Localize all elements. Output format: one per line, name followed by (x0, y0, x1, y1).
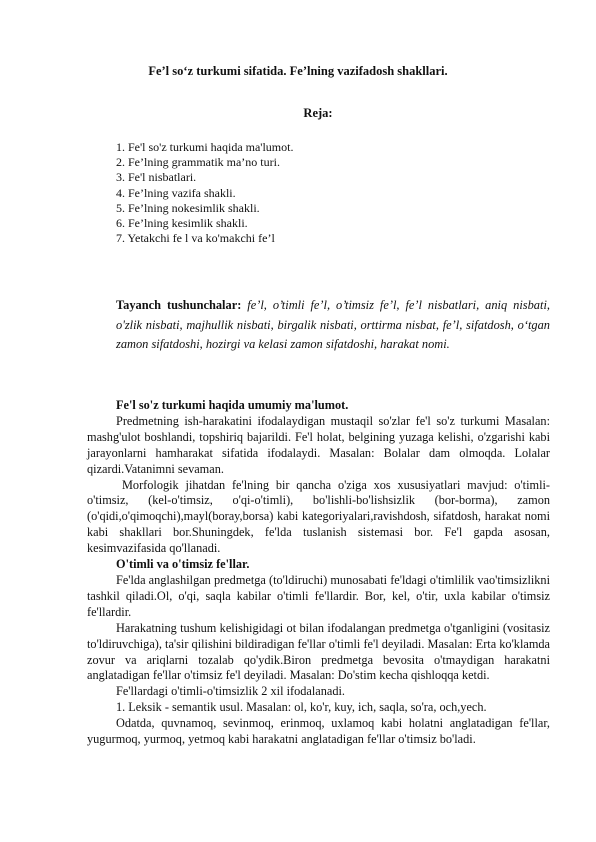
section-heading: Fe'l so'z turkumi haqida umumiy ma'lumot. (116, 398, 349, 412)
paragraph: Fe'lda anglashilgan predmetga (to'ldiruchi) munosabati fe'ldagi o'timlilik vao'timsizlikni tashkil qiladi.Ol, o'qi, saqla kabilar o'timli fe'llardir. Bor, kel, o'tir, uxla kabilar o'timsiz fe'llardir. (87, 572, 550, 619)
paragraph: Morfologik jihatdan fe'lning bir qancha o'ziga xos xususiyatlari mavjud: o'timli-o'timsiz, (kel-o'timsiz, o'qi-o'timli), bo'lishli-bo'lishsizlik (bor-borma), zamon (o'qidi,o'qimoqchi),mayl(boray,borsa) kabi kategoriyalari,ravishdosh, sifatdosh, harakat nomi kabi shakllari bor.Shuningdek, fe'lda tuslanish sistemasi bor. Fe'l gapda asosan, kesimvazifasida qo'llanadi. (87, 477, 550, 556)
paragraph: Harakatning tushum kelishigidagi ot bilan ifodalangan predmetga o'tganligini (vositasiz to'ldiruvchiga), ta'sir qilishini bildiradigan fe'llar o'timli fe'l deyiladi. Masalan: Erta ko'klamda zovur va ariqlarni tozalab qo'ydik.Biron predmetga bevosita o'tmaydigan harakatni anglatadigan fe'llar o'timsiz fe'l deyiladi. Masalan: Do'stim kecha qishloqqa ketdi. (87, 620, 550, 683)
plan-item: 5. Fe’lning nokesimlik shakli. (116, 200, 260, 215)
paragraph: Fe'llardagi o'timli-o'timsizlik 2 xil ifodalanadi. (116, 684, 345, 699)
plan-item: 6. Fe’lning kesimlik shakli. (116, 216, 248, 231)
plan-item: 7. Yetakchi fe l va ko'makchi fe’l (116, 231, 275, 246)
paragraph: Predmetning ish-harakatini ifodalaydigan mustaqil so'zlar fe'l so'z turkumi Masalan: mashg'ulot boshlandi, topshiriq bajarildi. Fe'l holat, belgining yuzaga kelishi, o'zgarishi kabi jarayonlarni hamharakat sifatida ifodalaydi. Masalan: Bolalar dam olmoqda. Lolalar qizardi.Vatanimni sevaman. (87, 413, 550, 476)
key-concepts-text: fe’l, o’timli fe’l, o’timsiz fe’l, fe’l nisbatlari, aniq nisbati, o'zlik nisbati, majhullik nisbati, birgalik nisbati, orttirma nisbat, fe’l, sifatdosh, o‘tgan zamon sifatdoshi, hozirgi va kelasi zamon sifatdoshi, harakat nomi. (116, 298, 550, 351)
document-title: Fe’l so‘z turkumi sifatida. Fe’lning vazifadosh shakllari. (148, 64, 448, 78)
plan-heading: Reja: (303, 106, 333, 120)
plan-item: 1. Fe'l so'z turkumi haqida ma'lumot. (116, 140, 294, 154)
plan-item: 3. Fe'l nisbatlari. (116, 170, 197, 185)
plan-item: 2. Fe’lning grammatik ma’no turi. (116, 155, 280, 170)
plan-list (116, 140, 293, 246)
key-concepts-label: Tayanch tushunchalar: (116, 298, 242, 312)
paragraph: 1. Leksik - semantik usul. Masalan: ol, ko'r, kuy, ich, saqla, so'ra, och,yech. (116, 700, 487, 715)
document-body (87, 398, 550, 748)
section-heading: O'timli va o'timsiz fe'llar. (116, 557, 250, 572)
paragraph: Odatda, quvnamoq, sevinmoq, erinmoq, uxlamoq kabi holatni anglatadigan fe'llar, yugurmoq, yurmoq, yetmoq kabi harakatni anglatadigan fe'llar o'timsiz bo'ladi. (87, 716, 550, 747)
key-concepts (116, 296, 550, 355)
plan-item: 4. Fe’lning vazifa shakli. (116, 185, 236, 200)
